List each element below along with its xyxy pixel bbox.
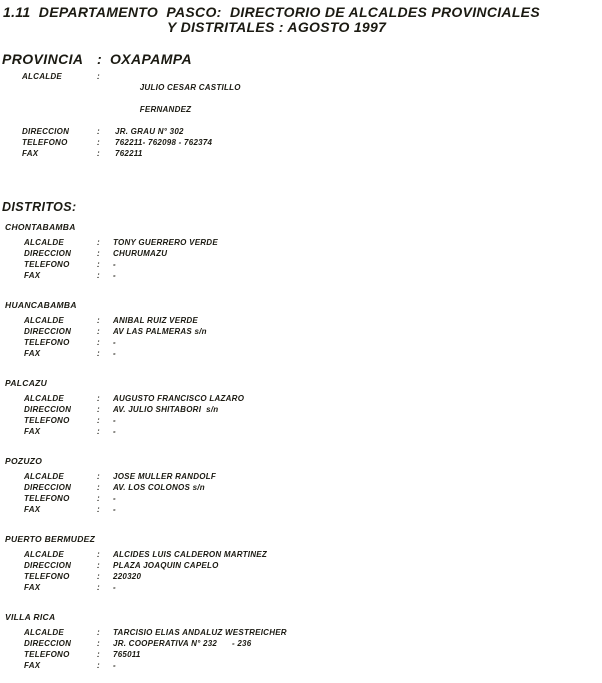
district-rows <box>0 471 602 515</box>
province-rows <box>0 71 602 159</box>
field-value: - <box>113 416 116 425</box>
field-row <box>24 482 602 493</box>
field-label: ALCALDE <box>22 72 62 81</box>
district-block <box>0 534 602 593</box>
field-row <box>22 126 602 137</box>
field-label: TELEFONO <box>24 260 70 269</box>
field-label: FAX <box>24 427 41 436</box>
separator-colon: : <box>97 338 100 347</box>
field-value: TONY GUERRERO VERDE <box>113 238 218 247</box>
field-row <box>24 315 602 326</box>
field-label: FAX <box>24 661 41 670</box>
separator-colon: : <box>97 661 100 670</box>
separator-colon: : <box>97 249 100 258</box>
separator-colon: : <box>97 394 100 403</box>
field-label: ALCALDE <box>24 316 64 325</box>
district-rows <box>0 393 602 437</box>
field-value: JR. GRAU N° 302 <box>115 127 184 136</box>
field-row <box>24 638 602 649</box>
field-label: DIRECCION <box>24 639 72 648</box>
field-label: DIRECCION <box>22 127 70 136</box>
district-block <box>0 456 602 515</box>
districts-heading: DISTRITOS: <box>2 200 77 214</box>
field-label: FAX <box>22 149 39 158</box>
field-label: ALCALDE <box>24 238 64 247</box>
field-value-line: FERNANDEZ <box>139 105 192 114</box>
district-block <box>0 300 602 359</box>
separator-colon: : <box>97 149 100 158</box>
field-value: CHURUMAZU <box>113 249 168 258</box>
district-name: PALCAZU <box>5 378 48 388</box>
separator-colon: : <box>97 427 100 436</box>
field-label: DIRECCION <box>24 249 72 258</box>
field-value: - <box>113 494 116 503</box>
field-row <box>24 326 602 337</box>
field-row <box>24 660 602 671</box>
district-rows <box>0 237 602 281</box>
field-row <box>24 415 602 426</box>
district-name: CHONTABAMBA <box>5 222 76 232</box>
field-row <box>24 471 602 482</box>
district-block <box>0 612 602 671</box>
province-name: OXAPAMPA <box>110 51 193 67</box>
district-rows <box>0 627 602 671</box>
field-label: DIRECCION <box>24 405 72 414</box>
field-row <box>24 259 602 270</box>
field-row <box>24 404 602 415</box>
district-name: HUANCABAMBA <box>5 300 77 310</box>
separator-colon: : <box>97 238 100 247</box>
district-name: VILLA RICA <box>5 612 56 622</box>
field-value: - <box>113 583 116 592</box>
separator-colon: : <box>97 628 100 637</box>
field-row <box>24 582 602 593</box>
field-row <box>24 348 602 359</box>
field-value: - <box>113 427 116 436</box>
field-value: ANIBAL RUIZ VERDE <box>113 316 198 325</box>
district-name: POZUZO <box>5 456 43 466</box>
field-row <box>24 337 602 348</box>
separator-colon: : <box>97 260 100 269</box>
field-label: FAX <box>24 349 41 358</box>
field-value: - <box>113 271 116 280</box>
field-value-line: JULIO CESAR CASTILLO <box>139 83 241 92</box>
field-row <box>24 248 602 259</box>
field-label: FAX <box>24 505 41 514</box>
separator-colon: : <box>97 72 100 81</box>
field-row <box>24 549 602 560</box>
field-row <box>24 426 602 437</box>
separator-colon: : <box>97 550 100 559</box>
field-row <box>24 571 602 582</box>
field-value: 762211- 762098 - 762374 <box>115 138 213 147</box>
field-value <box>115 71 602 126</box>
field-row <box>24 493 602 504</box>
separator-colon: : <box>97 127 100 136</box>
field-value: JOSE MULLER RANDOLF <box>113 472 216 481</box>
field-value: AV. JULIO SHITABORI s/n <box>113 405 219 414</box>
field-value: 762211 <box>115 149 143 158</box>
field-row <box>24 627 602 638</box>
field-value: JR. COOPERATIVA N° 232 - 236 <box>113 639 252 648</box>
field-value: AV. LOS COLONOS s/n <box>113 483 205 492</box>
field-label: TELEFONO <box>24 572 70 581</box>
separator-colon: : <box>97 639 100 648</box>
field-label: FAX <box>24 271 41 280</box>
districts-list <box>0 222 602 671</box>
province-label: PROVINCIA <box>2 51 84 67</box>
field-row <box>22 71 602 126</box>
field-row <box>24 393 602 404</box>
field-value: - <box>113 260 116 269</box>
field-label: TELEFONO <box>24 494 70 503</box>
field-label: ALCALDE <box>24 628 64 637</box>
district-rows <box>0 315 602 359</box>
field-label: FAX <box>24 583 41 592</box>
province-header <box>0 52 602 67</box>
page-title <box>0 0 602 34</box>
field-label: TELEFONO <box>22 138 68 147</box>
field-label: ALCALDE <box>24 550 64 559</box>
separator-colon: : <box>97 650 100 659</box>
separator-colon: : <box>97 316 100 325</box>
separator-colon: : <box>97 138 100 147</box>
field-label: TELEFONO <box>24 338 70 347</box>
page-title-line-2: Y DISTRITALES : AGOSTO 1997 <box>167 18 387 35</box>
separator-colon: : <box>97 405 100 414</box>
field-value: AUGUSTO FRANCISCO LAZARO <box>113 394 245 403</box>
field-row <box>24 560 602 571</box>
separator-colon: : <box>97 494 100 503</box>
field-value: - <box>113 661 116 670</box>
field-row <box>24 649 602 660</box>
separator-colon: : <box>97 583 100 592</box>
field-label: ALCALDE <box>24 394 64 403</box>
field-row <box>22 148 602 159</box>
field-row <box>24 270 602 281</box>
separator-colon: : <box>97 572 100 581</box>
field-value: - <box>113 349 116 358</box>
field-row <box>22 137 602 148</box>
field-value: TARCISIO ELIAS ANDALUZ WESTREICHER <box>113 628 287 637</box>
field-value: ALCIDES LUIS CALDERON MARTINEZ <box>113 550 268 559</box>
field-label: TELEFONO <box>24 416 70 425</box>
separator-colon: : <box>97 416 100 425</box>
field-value: - <box>113 505 116 514</box>
separator-colon: : <box>97 483 100 492</box>
separator-colon: : <box>97 51 103 67</box>
field-label: ALCALDE <box>24 472 64 481</box>
district-block <box>0 222 602 281</box>
field-value: 220320 <box>113 572 142 581</box>
separator-colon: : <box>97 472 100 481</box>
field-label: DIRECCION <box>24 327 72 336</box>
separator-colon: : <box>97 327 100 336</box>
field-value: - <box>113 338 116 347</box>
field-value: PLAZA JOAQUIN CAPELO <box>113 561 219 570</box>
district-name: PUERTO BERMUDEZ <box>5 534 96 544</box>
field-value: AV LAS PALMERAS s/n <box>113 327 207 336</box>
district-rows <box>0 549 602 593</box>
field-label: TELEFONO <box>24 650 70 659</box>
field-label: DIRECCION <box>24 483 72 492</box>
field-value: 765011 <box>113 650 141 659</box>
separator-colon: : <box>97 349 100 358</box>
separator-colon: : <box>97 561 100 570</box>
field-row <box>24 504 602 515</box>
district-block <box>0 378 602 437</box>
separator-colon: : <box>97 505 100 514</box>
field-row <box>24 237 602 248</box>
page-title-line-1: 1.11 DEPARTAMENTO PASCO: DIRECTORIO DE ALCALDES PROVINCIALES <box>3 4 540 20</box>
field-label: DIRECCION <box>24 561 72 570</box>
separator-colon: : <box>97 271 100 280</box>
province-section <box>0 52 602 159</box>
